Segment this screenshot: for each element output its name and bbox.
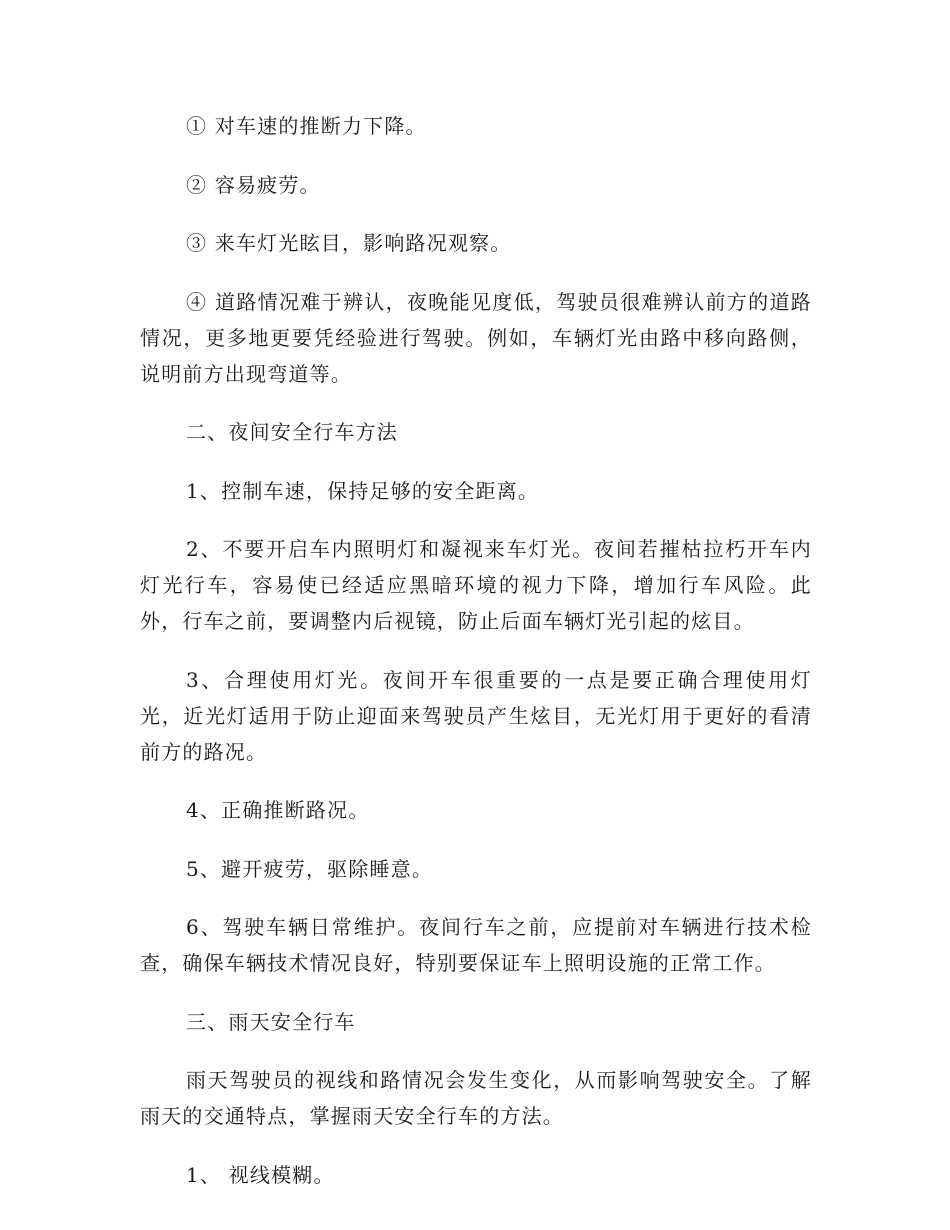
paragraph-control-speed: 1、控制车速，保持足够的安全距离。 [186, 478, 540, 503]
paragraph-blurred-vision: 1、 视线模糊。 [186, 1162, 335, 1187]
paragraph-use-lights: 3、合理使用灯光。夜间开车很重要的一点是要正确合理使用灯光，近光灯适用于防止迎面来驾驶员产生炫目，无光灯用于更好的看清前方的路况。 [140, 667, 812, 764]
document-body [140, 108, 812, 1215]
paragraph-avoid-fatigue: 5、避开疲劳，驱除睡意。 [186, 856, 434, 881]
paragraph-interior-lights: 2、不要开启车内照明灯和凝视来车灯光。夜间若摧枯拉朽开车内灯光行车，容易使已经适应黑暗环境的视力下降，增加行车风险。此外，行车之前，要调整内后视镜，防止后面车辆灯光引起的炫目。 [140, 537, 812, 633]
paragraph-maintenance: 6、驾驶车辆日常维护。夜间行车之前，应提前对车辆进行技术检查，确保车辆技术情况良好，特别要保证车上照明设施的正常工作。 [140, 915, 812, 975]
paragraph-rain-intro: 雨天驾驶员的视线和路情况会发生变化，从而影响驾驶安全。了解雨天的交通特点，掌握雨天安全行车的方法。 [140, 1068, 812, 1128]
section-heading-night-driving: 二、夜间安全行车方法 [186, 420, 398, 444]
list-item-reduced-speed-judgment: ① 对车速的推断力下降。 [186, 114, 427, 138]
paragraph-judge-road: 4、正确推断路况。 [186, 798, 370, 822]
list-item-glare: ③ 来车灯光眩目，影响路况观察。 [186, 231, 512, 255]
list-item-road-conditions: ④ 道路情况难于辨认，夜晚能见度低，驾驶员很难辨认前方的道路情况，更多地更要凭经验进行驾驶。例如，车辆灯光由路中移向路侧，说明前方出现弯道等。 [140, 289, 812, 386]
section-heading-rain-driving: 三、雨天安全行车 [186, 1009, 356, 1034]
list-item-fatigue: ② 容易疲劳。 [186, 172, 321, 197]
